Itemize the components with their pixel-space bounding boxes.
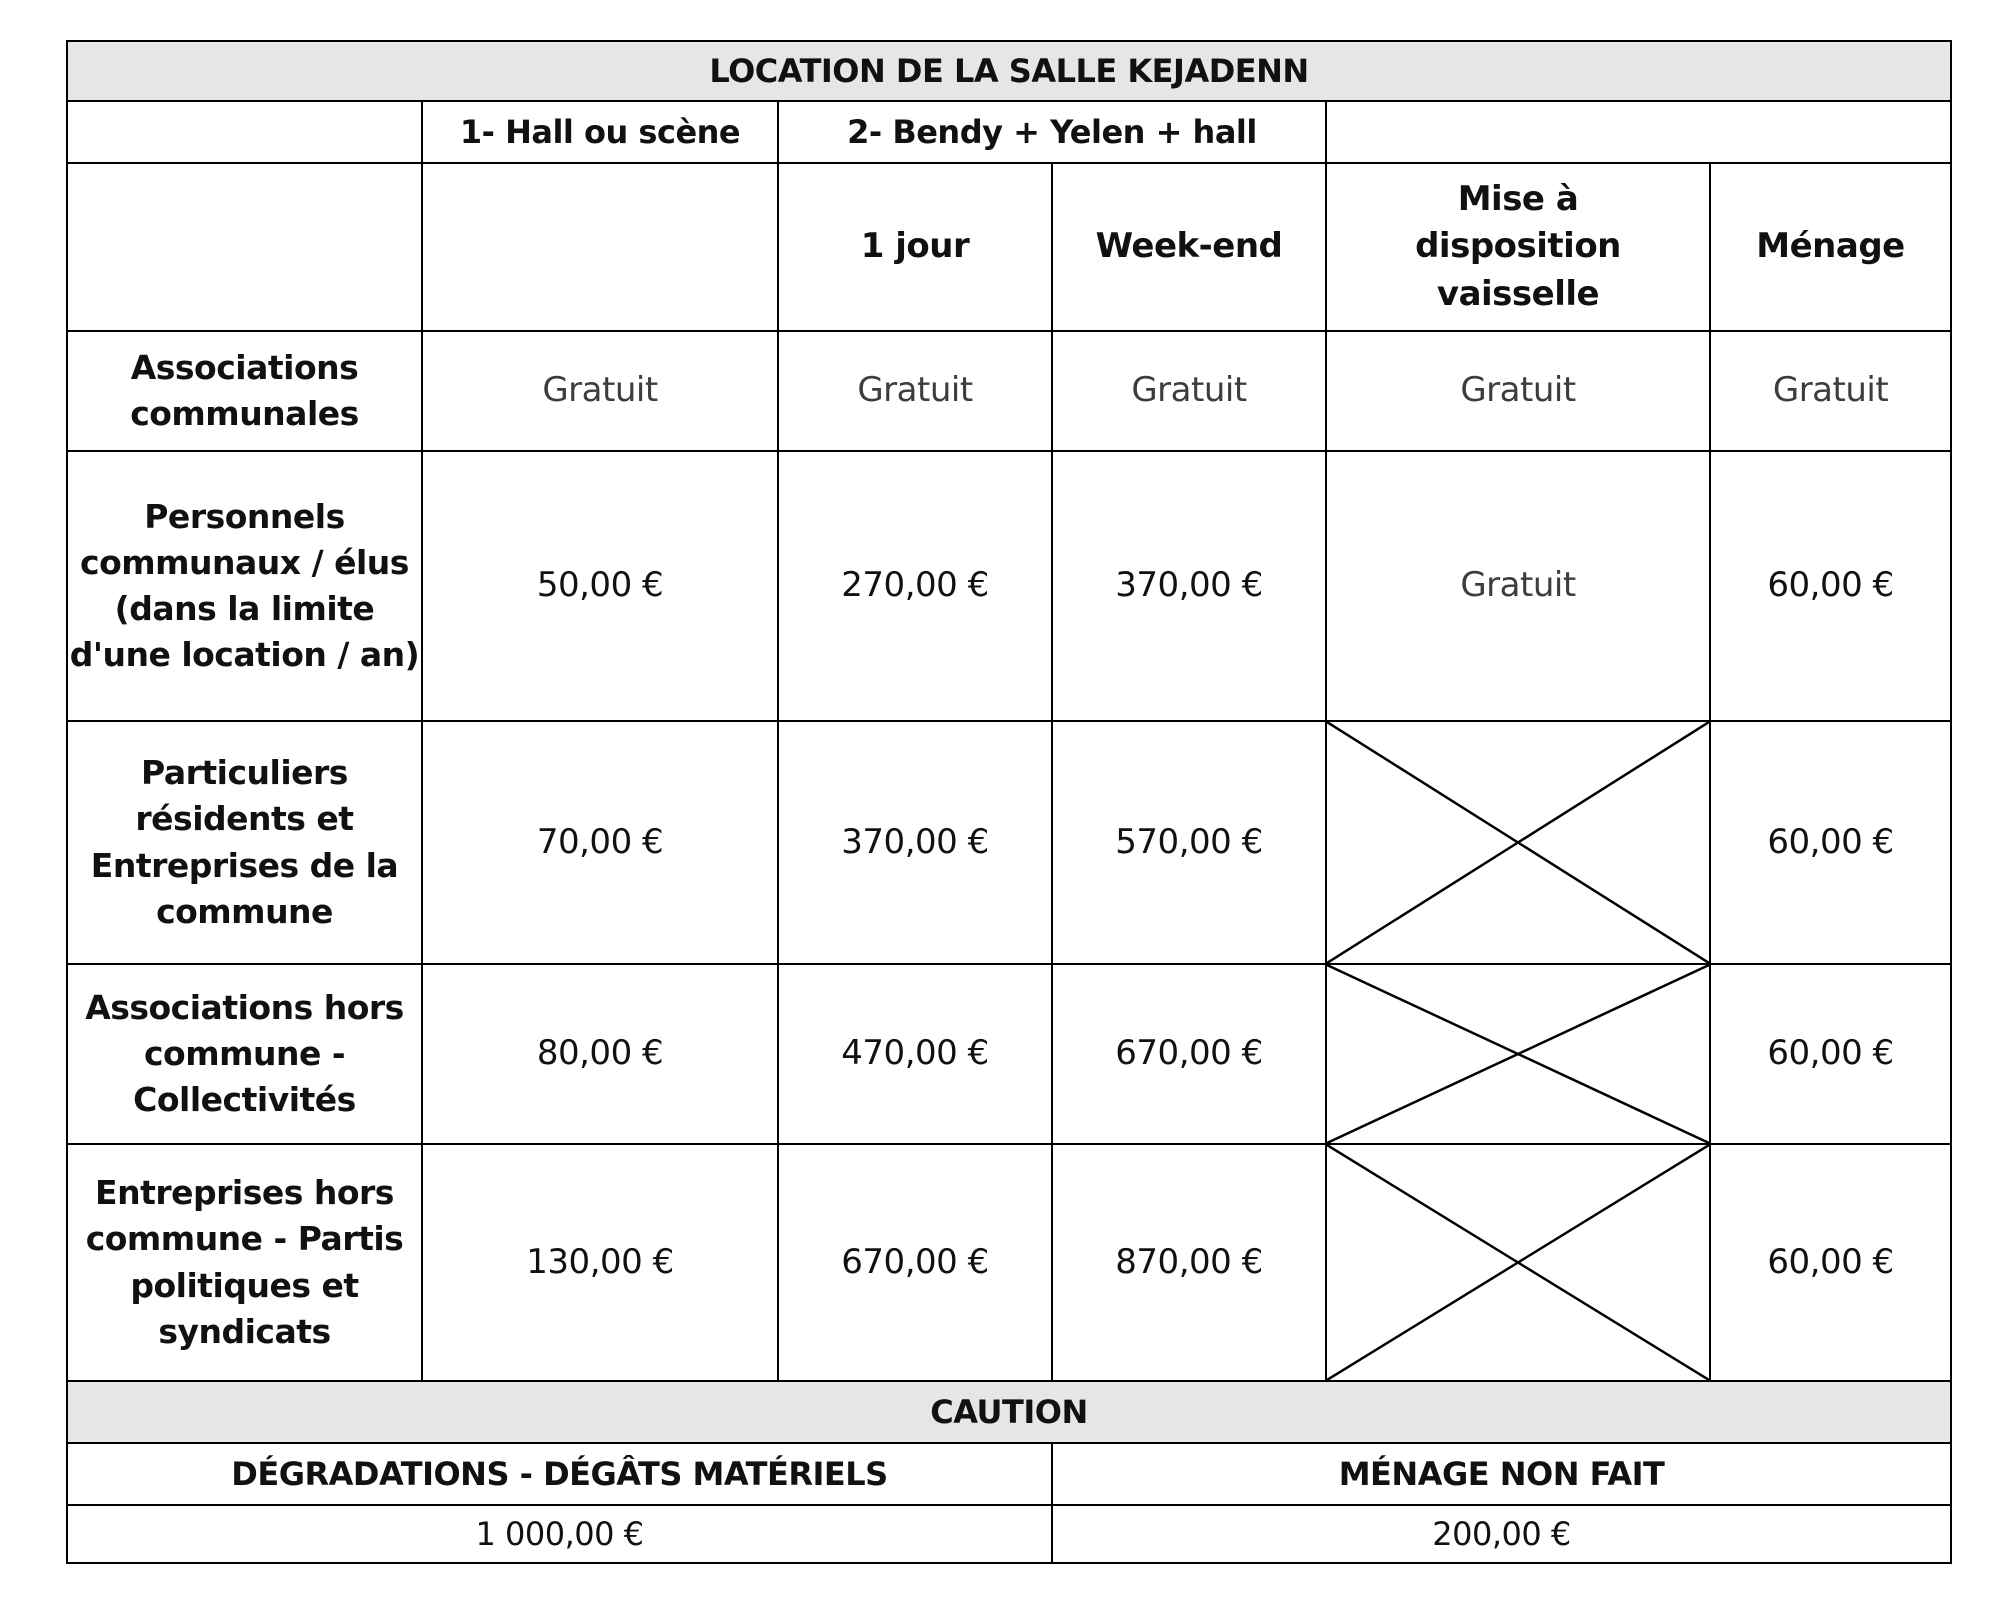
group-header-row [67,101,1951,163]
cell-1-jour: 270,00 € [778,451,1052,721]
cross-out-icon [1327,1145,1709,1380]
group-hall-header: 1- Hall ou scène [422,101,778,163]
cell-1-jour: 370,00 € [778,721,1052,964]
cell-hall: 70,00 € [422,721,778,964]
table-title: LOCATION DE LA SALLE KEJADENN [67,41,1951,101]
group-empty-header [1326,101,1951,163]
column-header-menage: Ménage [1710,163,1951,331]
cell-hall: 80,00 € [422,964,778,1144]
caution-title: CAUTION [67,1381,1951,1443]
cell-week-end: Gratuit [1052,331,1326,451]
cell-hall: 50,00 € [422,451,778,721]
caution-value-row [67,1505,1951,1563]
row-label-personnels-communaux: Personnels communaux / élus (dans la limite d'une location / an) [67,451,422,721]
row-label-particuliers-residents: Particuliers résidents et Entreprises de la commune [67,721,422,964]
row-label-associations-communales: Associations communales [67,331,422,451]
cell-menage: 60,00 € [1710,964,1951,1144]
title-row [67,41,1951,101]
table-row [67,1144,1951,1381]
table-row [67,721,1951,964]
cell-menage: 60,00 € [1710,451,1951,721]
hall-subheader-empty [422,163,778,331]
cell-hall: Gratuit [422,331,778,451]
cell-menage: Gratuit [1710,331,1951,451]
rental-pricing-table [66,40,1952,1564]
table-row [67,964,1951,1144]
caution-degradations-label: DÉGRADATIONS - DÉGÂTS MATÉRIELS [67,1443,1052,1505]
column-header-vaisselle: Mise à disposition vaisselle [1326,163,1710,331]
cell-hall: 130,00 € [422,1144,778,1381]
cell-week-end: 570,00 € [1052,721,1326,964]
table-row [67,331,1951,451]
cross-out-icon [1327,965,1709,1143]
caution-menage-label: MÉNAGE NON FAIT [1052,1443,1951,1505]
cell-week-end: 870,00 € [1052,1144,1326,1381]
cell-menage: 60,00 € [1710,721,1951,964]
column-header-1-jour: 1 jour [778,163,1052,331]
table-row [67,451,1951,721]
cross-out-icon [1327,722,1709,963]
corner-cell-bottom [67,163,422,331]
row-label-associations-hors-commune: Associations hors commune - Collectivités [67,964,422,1144]
cell-vaisselle-not-available [1326,1144,1710,1381]
cell-week-end: 670,00 € [1052,964,1326,1144]
row-label-entreprises-hors-commune: Entreprises hors commune - Partis politiques et syndicats [67,1144,422,1381]
cell-vaisselle-not-available [1326,964,1710,1144]
caution-label-row [67,1443,1951,1505]
cell-1-jour: Gratuit [778,331,1052,451]
cell-week-end: 370,00 € [1052,451,1326,721]
group-bendy-header: 2- Bendy + Yelen + hall [778,101,1326,163]
caution-menage-value: 200,00 € [1052,1505,1951,1563]
column-header-row [67,163,1951,331]
corner-cell-top [67,101,422,163]
column-header-week-end: Week-end [1052,163,1326,331]
cell-1-jour: 470,00 € [778,964,1052,1144]
caution-degradations-value: 1 000,00 € [67,1505,1052,1563]
cell-vaisselle: Gratuit [1326,451,1710,721]
cell-menage: 60,00 € [1710,1144,1951,1381]
cell-1-jour: 670,00 € [778,1144,1052,1381]
cell-vaisselle-not-available [1326,721,1710,964]
cell-vaisselle: Gratuit [1326,331,1710,451]
caution-title-row [67,1381,1951,1443]
